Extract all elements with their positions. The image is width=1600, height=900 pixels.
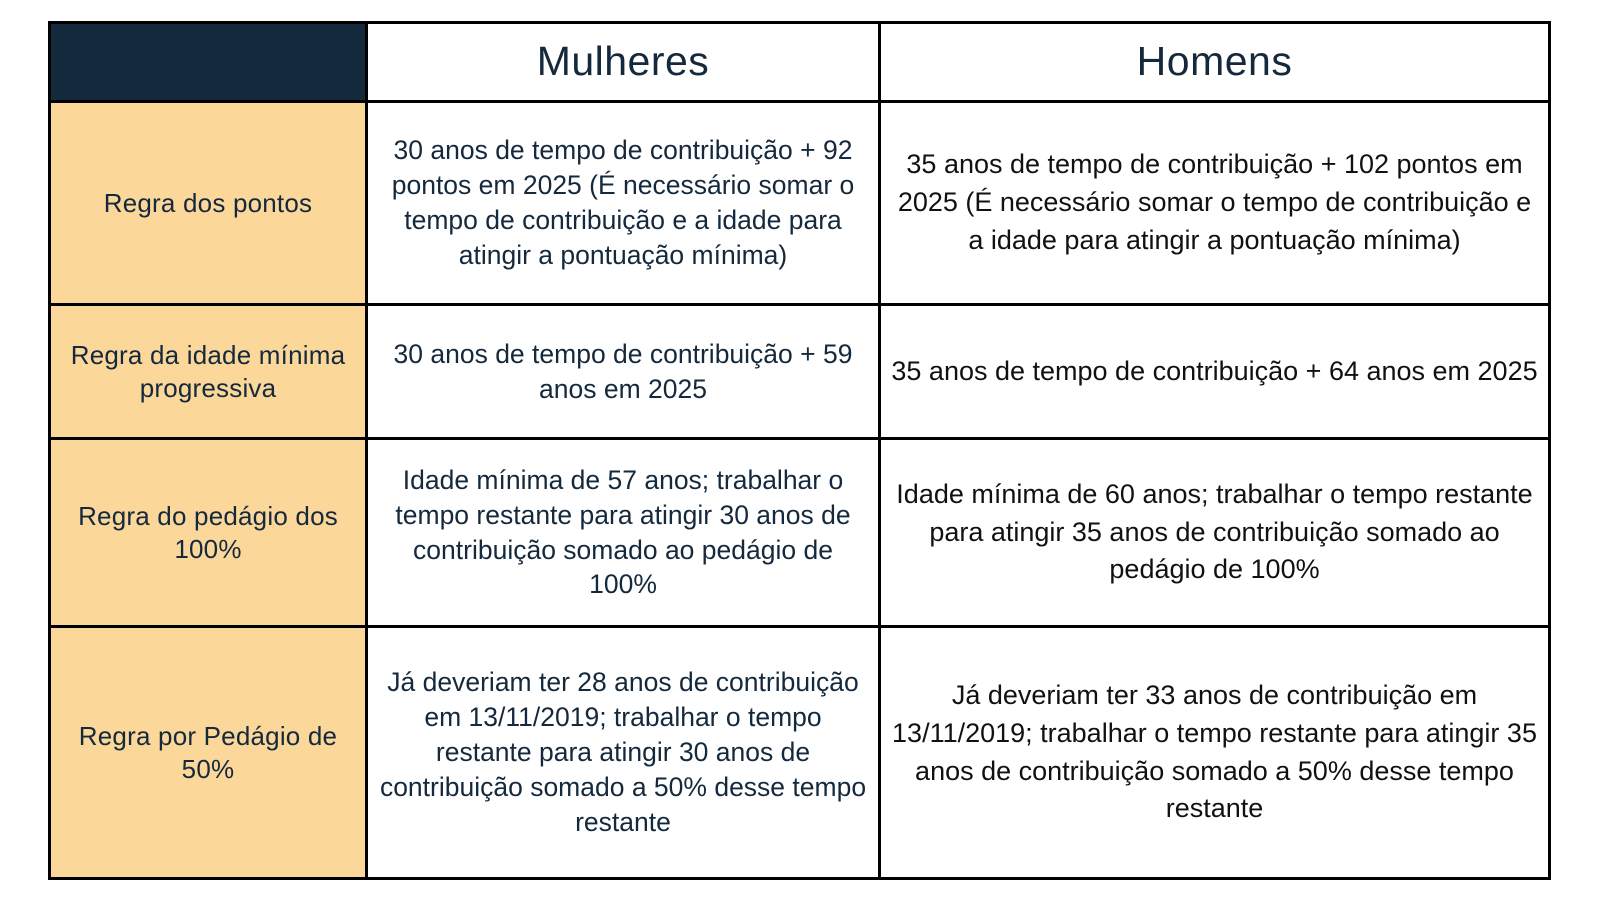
column-header-homens: Homens: [880, 23, 1550, 102]
rule-label-pedagio-100: Regra do pedágio dos 100%: [50, 439, 367, 627]
cell-men-pontos: 35 anos de tempo de contribuição + 102 pontos em 2025 (É necessário somar o tempo de contribuição e a idade para atingir a pontuação mínima): [880, 102, 1550, 305]
cell-women-pedagio-50: Já deveriam ter 28 anos de contribuição em 13/11/2019; trabalhar o tempo restante para atingir 30 anos de contribuição somado a 50% desse tempo restante: [367, 627, 880, 879]
cell-women-pedagio-100: Idade mínima de 57 anos; trabalhar o tempo restante para atingir 30 anos de contribuição somado ao pedágio de 100%: [367, 439, 880, 627]
cell-men-pedagio-100: Idade mínima de 60 anos; trabalhar o tempo restante para atingir 35 anos de contribuição somado ao pedágio de 100%: [880, 439, 1550, 627]
cell-women-idade-minima-progressiva: 30 anos de tempo de contribuição + 59 anos em 2025: [367, 305, 880, 439]
table-header: [50, 23, 1550, 102]
table-body: [50, 102, 1550, 879]
rule-label-pedagio-50: Regra por Pedágio de 50%: [50, 627, 367, 879]
cell-women-pontos: 30 anos de tempo de contribuição + 92 pontos em 2025 (É necessário somar o tempo de contribuição e a idade para atingir a pontuação mínima): [367, 102, 880, 305]
rule-label-pontos: Regra dos pontos: [50, 102, 367, 305]
cell-men-pedagio-50: Já deveriam ter 33 anos de contribuição em 13/11/2019; trabalhar o tempo restante para atingir 35 anos de contribuição somado a 50% desse tempo restante: [880, 627, 1550, 879]
header-row: [50, 23, 1550, 102]
table-row: [50, 627, 1550, 879]
column-header-mulheres: Mulheres: [367, 23, 880, 102]
retirement-rules-table: [48, 21, 1551, 880]
cell-men-idade-minima-progressiva: 35 anos de tempo de contribuição + 64 anos em 2025: [880, 305, 1550, 439]
table-row: [50, 439, 1550, 627]
table-corner-cell: [50, 23, 367, 102]
rule-label-idade-minima-progressiva: Regra da idade mínima progressiva: [50, 305, 367, 439]
table-row: [50, 102, 1550, 305]
table-row: [50, 305, 1550, 439]
